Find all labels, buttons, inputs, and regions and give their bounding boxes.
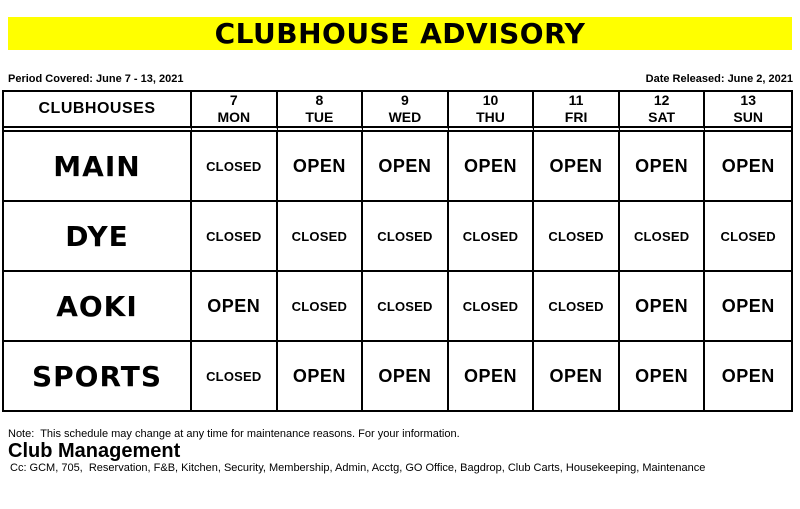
signature-text: Club Management [8, 440, 181, 462]
status-value: CLOSED [377, 228, 433, 244]
status-value: OPEN [378, 365, 432, 386]
status-cell [363, 202, 449, 272]
clubhouse-name: SPORTS [31, 359, 163, 393]
day-number: 9 [401, 91, 409, 108]
day-name: FRI [564, 109, 588, 125]
status-cell [278, 132, 364, 202]
status-value: CLOSED [291, 228, 348, 244]
status-cell [620, 272, 706, 342]
status-cell [363, 272, 449, 342]
status-cell [534, 272, 620, 342]
status-value: OPEN [207, 295, 261, 316]
status-cell [278, 202, 364, 272]
status-cell [449, 132, 535, 202]
status-cell [705, 132, 791, 202]
status-cell [534, 132, 620, 202]
day-header-sat [620, 92, 706, 132]
status-cell [620, 342, 706, 410]
day-header-wed [363, 92, 449, 132]
status-cell [192, 132, 278, 202]
day-number: 8 [315, 91, 324, 108]
day-header-mon [192, 92, 278, 132]
status-cell [192, 342, 278, 410]
status-value: OPEN [292, 155, 346, 176]
status-value: OPEN [635, 295, 689, 316]
status-cell [192, 202, 278, 272]
day-header-sun [705, 92, 791, 132]
status-value: OPEN [721, 155, 775, 176]
status-cell [620, 132, 706, 202]
cc-list: Cc: GCM, 705, Reservation, F&B, Kitchen, Security, Membership, Admin, Acctg, GO Office, Bagdrop, Club Carts, Housekeeping, Maintenance [10, 462, 706, 474]
status-value: OPEN [549, 365, 603, 386]
status-cell [449, 202, 535, 272]
status-value: OPEN [635, 155, 689, 176]
status-value: CLOSED [291, 298, 348, 314]
status-value: OPEN [292, 365, 346, 386]
status-value: CLOSED [548, 228, 604, 244]
status-cell [705, 272, 791, 342]
day-name: SUN [733, 109, 763, 125]
status-value: OPEN [549, 155, 603, 176]
status-value: CLOSED [462, 228, 519, 244]
day-header-fri [534, 92, 620, 132]
advisory-banner [8, 17, 792, 50]
status-cell [192, 272, 278, 342]
status-cell [534, 202, 620, 272]
status-cell [278, 342, 364, 410]
clubhouse-row-label-aoki [4, 272, 192, 342]
status-value: CLOSED [206, 228, 262, 244]
status-value: CLOSED [462, 298, 519, 314]
day-number: 10 [482, 91, 499, 108]
status-cell [278, 272, 364, 342]
status-cell [705, 342, 791, 410]
day-number: 11 [568, 91, 584, 108]
day-number: 12 [653, 91, 670, 108]
status-value: OPEN [721, 295, 775, 316]
clubhouse-row-label-main [4, 132, 192, 202]
clubhouse-row-label-sports [4, 342, 192, 410]
status-value: OPEN [463, 365, 517, 386]
clubhouses-header-label: CLUBHOUSES [38, 100, 156, 117]
day-header-thu [449, 92, 535, 132]
day-number: 13 [740, 91, 756, 108]
day-name: WED [388, 109, 422, 125]
day-name: SAT [648, 109, 676, 125]
day-number: 7 [229, 91, 238, 108]
clubhouses-header-cell [4, 92, 192, 132]
clubhouse-name: MAIN [53, 149, 141, 183]
status-cell [449, 272, 535, 342]
status-cell [620, 202, 706, 272]
period-covered-label: Period Covered: June 7 - 13, 2021 [8, 73, 184, 85]
clubhouse-name: DYE [65, 219, 129, 253]
status-value: OPEN [378, 155, 432, 176]
note-text: Note: This schedule may change at any time for maintenance reasons. For your information. [8, 428, 460, 440]
status-value: CLOSED [377, 298, 433, 314]
clubhouse-row-label-dye [4, 202, 192, 272]
page-title: CLUBHOUSE ADVISORY [214, 17, 586, 50]
status-cell [449, 342, 535, 410]
day-name: TUE [305, 109, 334, 125]
status-value: OPEN [721, 365, 775, 386]
schedule-table [2, 90, 793, 412]
clubhouse-name: AOKI [56, 289, 138, 323]
status-value: OPEN [463, 155, 517, 176]
status-value: CLOSED [206, 368, 262, 384]
status-value: CLOSED [548, 298, 604, 314]
status-cell [363, 132, 449, 202]
status-value: CLOSED [720, 228, 776, 244]
day-name: THU [476, 109, 505, 125]
day-name: MON [217, 109, 251, 125]
status-value: CLOSED [633, 228, 690, 244]
status-cell [363, 342, 449, 410]
day-header-tue [278, 92, 364, 132]
date-released-label: Date Released: June 2, 2021 [645, 73, 793, 85]
status-value: OPEN [635, 365, 689, 386]
status-cell [705, 202, 791, 272]
status-value: CLOSED [206, 158, 262, 174]
status-cell [534, 342, 620, 410]
